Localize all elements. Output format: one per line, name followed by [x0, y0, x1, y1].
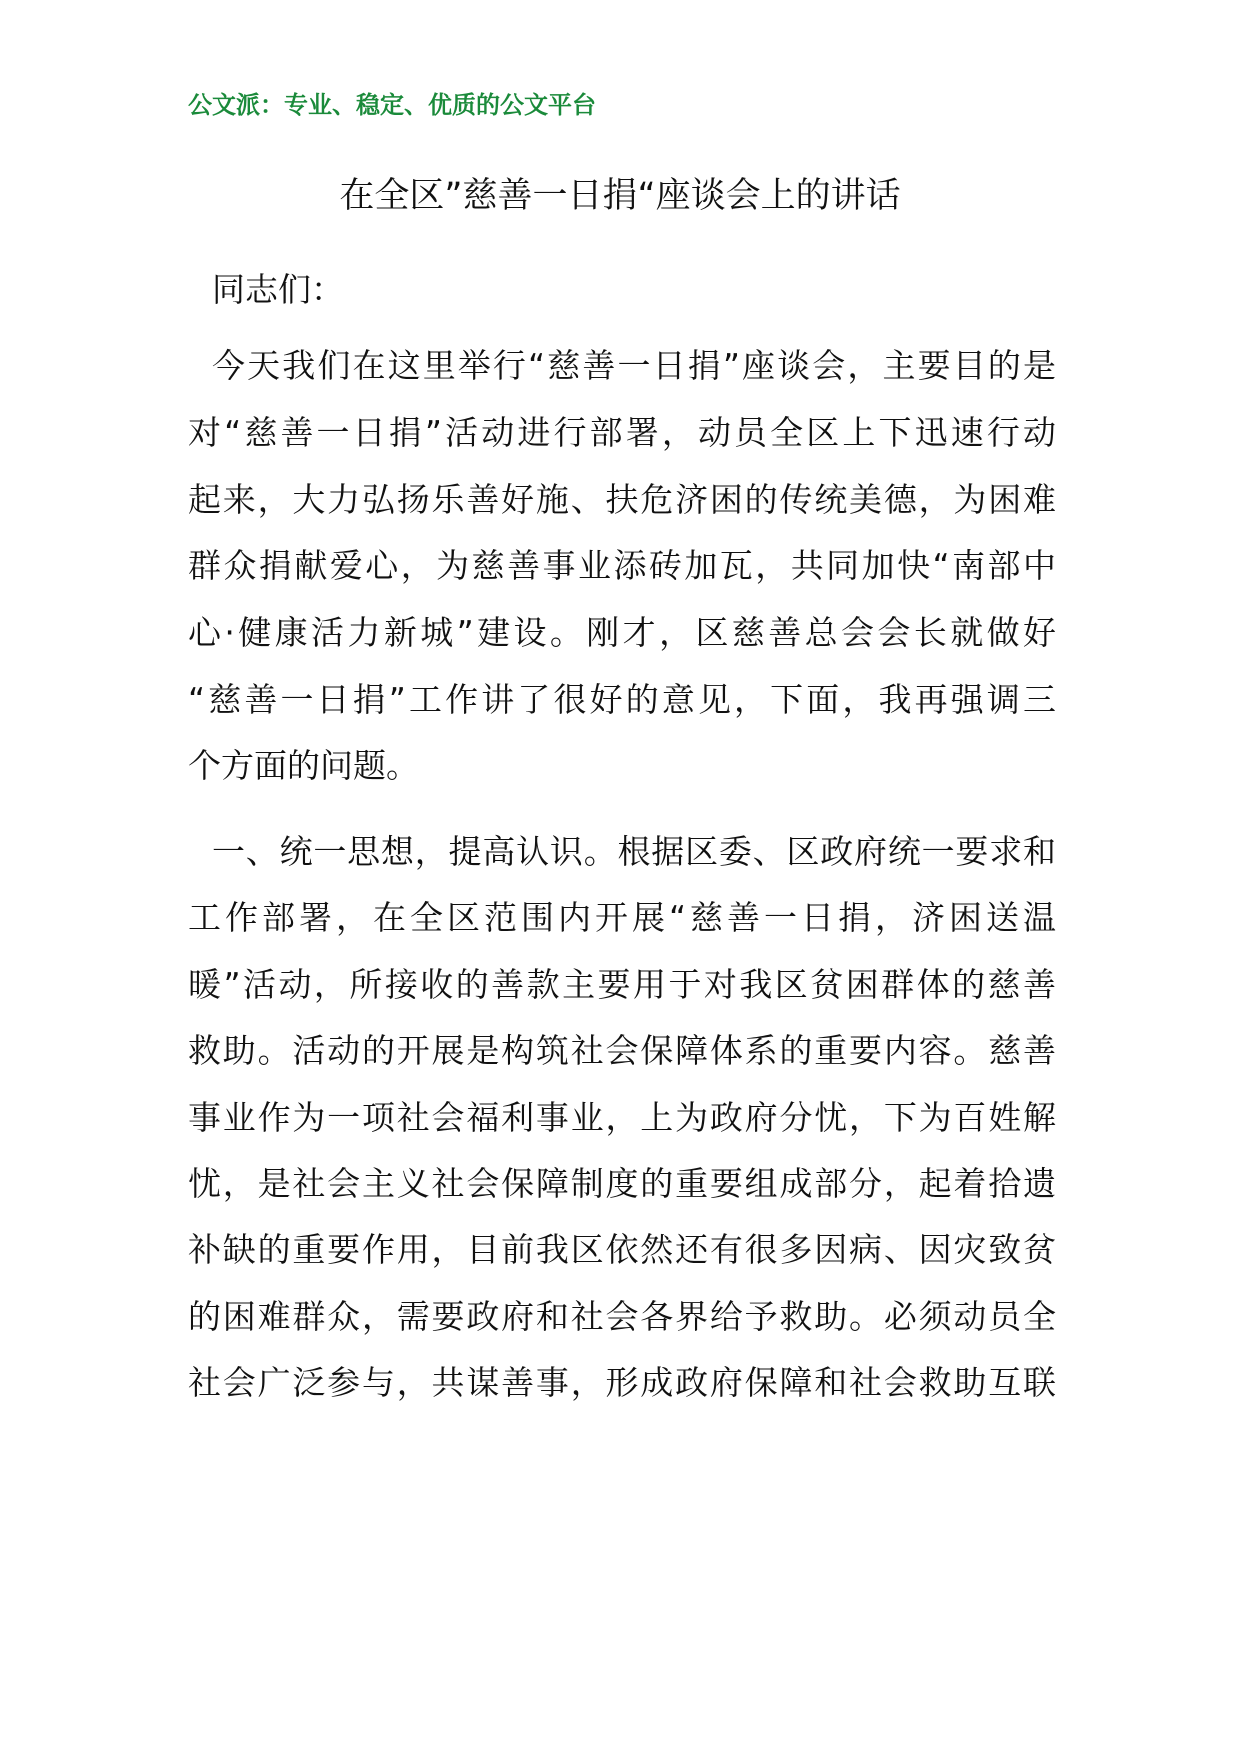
paragraph-2-line: 社会广泛参与，共谋善事，形成政府保障和社会救助互联: [188, 1363, 1056, 1402]
document-title: 在全区”慈善一日捐“座谈会上的讲话: [339, 176, 901, 216]
paragraph-1-line: “慈善一日捐”工作讲了很好的意见，下面，我再强调三: [188, 680, 1056, 719]
paragraph-1-line: 起来，大力弘扬乐善好施、扶危济困的传统美德，为困难: [188, 480, 1056, 519]
paragraph-2-line: 补缺的重要作用，目前我区依然还有很多因病、因灾致贫: [188, 1230, 1056, 1269]
salutation: 同志们：: [212, 270, 344, 309]
paragraph-1-line: 个方面的问题。: [188, 746, 419, 785]
paragraph-2-line: 一、统一思想，提高认识。根据区委、区政府统一要求和: [212, 832, 1056, 871]
paragraph-2-line: 工作部署，在全区范围内开展“慈善一日捐，济困送温: [188, 898, 1056, 937]
paragraph-1-line: 对“慈善一日捐”活动进行部署，动员全区上下迅速行动: [188, 413, 1056, 452]
paragraph-2-line: 暖”活动，所接收的善款主要用于对我区贫困群体的慈善: [188, 965, 1056, 1004]
paragraph-1-line: 今天我们在这里举行“慈善一日捐”座谈会，主要目的是: [212, 346, 1056, 385]
paragraph-2-line: 忧，是社会主义社会保障制度的重要组成部分，起着拾遗: [188, 1164, 1056, 1203]
paragraph-2-line: 事业作为一项社会福利事业，上为政府分忧，下为百姓解: [188, 1098, 1056, 1137]
header-banner: 公文派：专业、稳定、优质的公文平台: [188, 90, 596, 119]
paragraph-2-line: 救助。活动的开展是构筑社会保障体系的重要内容。慈善: [188, 1031, 1056, 1070]
paragraph-1-line: 心·健康活力新城”建设。刚才，区慈善总会会长就做好: [188, 613, 1056, 652]
paragraph-1-line: 群众捐献爱心，为慈善事业添砖加瓦，共同加快“南部中: [188, 546, 1056, 585]
paragraph-2-line: 的困难群众，需要政府和社会各界给予救助。必须动员全: [188, 1297, 1056, 1336]
